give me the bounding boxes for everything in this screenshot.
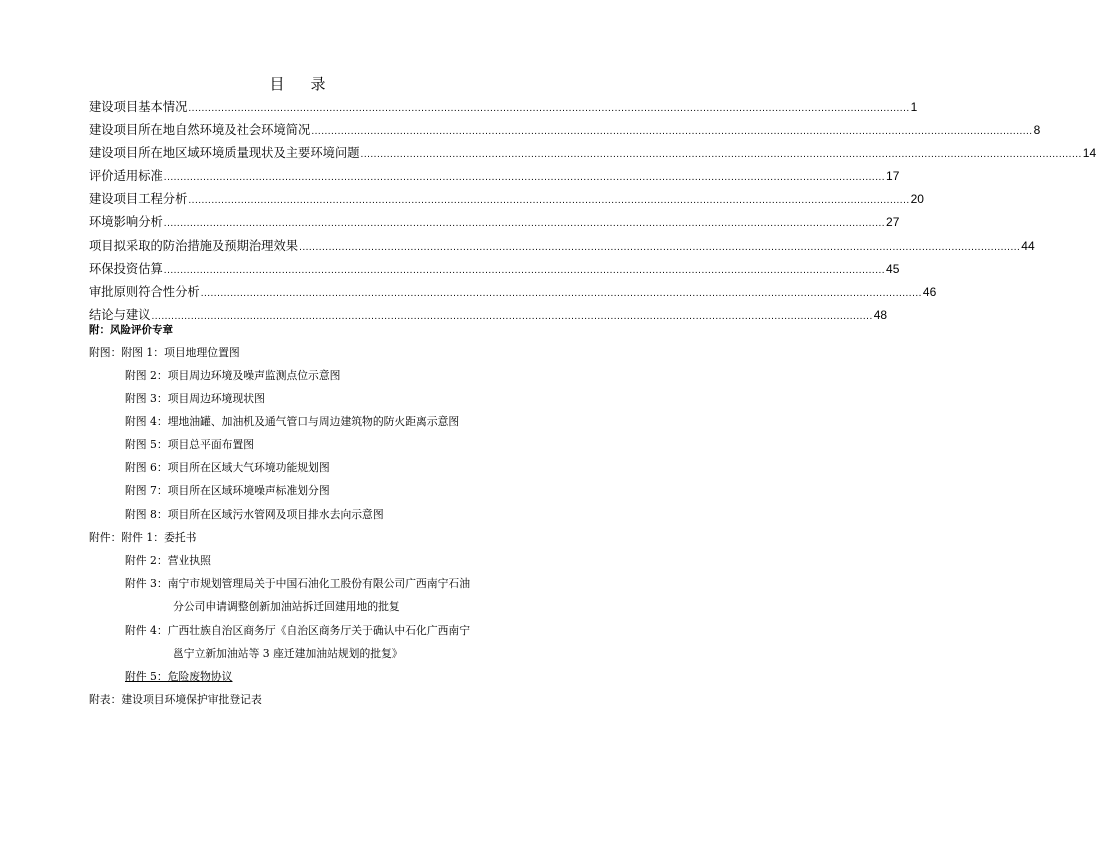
figure-item-4: 附图 4：埋地油罐、加油机及通气管口与周边建筑物的防火距离示意图 <box>125 415 460 428</box>
attachment-item-1: 附件：附件 1：委托书 <box>89 531 197 544</box>
toc-leader-dots: ............................................................................................................................................................................................................................ <box>299 241 1021 253</box>
figure-item-6: 附图 6：项目所在区域大气环境功能规划图 <box>125 461 330 474</box>
table-of-contents <box>89 96 1096 327</box>
toc-entry[interactable] <box>89 211 900 234</box>
toc-entry-label: 建设项目工程分析 <box>89 192 188 207</box>
attachment-item-3 <box>125 576 470 592</box>
appendix-table-item: 附表：建设项目环境保护审批登记表 <box>89 693 262 706</box>
toc-leader-dots: ............................................................................................................................................................................................................................ <box>311 126 1033 138</box>
toc-entry-label: 环保投资估算 <box>89 261 163 276</box>
toc-entry[interactable] <box>89 281 937 304</box>
attachment-item-5: 附件 5：危险废物协议 <box>125 670 233 683</box>
toc-entry[interactable] <box>89 96 918 119</box>
attachment-item-3-line2: 分公司申请调整创新加油站拆迁回建用地的批复 <box>173 600 400 613</box>
toc-entry-page: 44 <box>1021 238 1035 253</box>
toc-leader-dots: ............................................................................................................................................................................................................................ <box>188 195 910 207</box>
attachment-item-4-line1: 附件 4：广西壮族自治区商务厅《自治区商务厅关于确认中石化广西南宁 <box>125 624 471 637</box>
figure-item-2: 附图 2：项目周边环境及噪声监测点位示意图 <box>125 369 341 382</box>
toc-entry-page: 20 <box>910 192 924 207</box>
toc-leader-dots: ............................................................................................................................................................................................................................ <box>200 287 922 299</box>
toc-entry[interactable] <box>89 235 1035 258</box>
toc-entry-page: 46 <box>922 284 937 299</box>
toc-entry-page: 17 <box>886 169 900 184</box>
toc-entry-label: 建设项目所在地自然环境及社会环境简况 <box>89 123 311 138</box>
toc-leader-dots: ............................................................................................................................................................................................................................ <box>163 172 886 184</box>
title-right: 录 <box>310 75 326 93</box>
toc-entry-page: 48 <box>873 307 888 322</box>
toc-entry-page: 14 <box>1082 146 1096 161</box>
figure-item-3: 附图 3：项目周边环境现状图 <box>125 392 265 405</box>
toc-entry-label: 建设项目基本情况 <box>89 100 188 114</box>
attachment-item-2: 附件 2：营业执照 <box>125 554 211 567</box>
toc-entry-page: 1 <box>910 100 918 114</box>
attachment-item-4-line2: 邕宁立新加油站等 3 座迁建加油站规划的批复》 <box>173 647 403 660</box>
title-left: 目 <box>269 75 285 93</box>
figure-item-1: 附图：附图 1：项目地理位置图 <box>89 346 240 359</box>
toc-entry-label: 项目拟采取的防治措施及预期治理效果 <box>89 238 299 253</box>
toc-entry[interactable] <box>89 188 924 211</box>
toc-leader-dots: ............................................................................................................................................................................................................................ <box>188 103 910 114</box>
toc-entry-label: 评价适用标准 <box>89 169 163 184</box>
figure-item-5: 附图 5：项目总平面布置图 <box>125 438 255 451</box>
attachment-item-3-line1: 附件 3：南宁市规划管理局关于中国石油化工股份有限公司广西南宁石油 <box>125 577 471 590</box>
toc-leader-dots: ............................................................................................................................................................................................................................ <box>163 264 886 276</box>
figure-item-7: 附图 7：项目所在区域环境噪声标准划分图 <box>125 484 330 497</box>
toc-entry-label: 审批原则符合性分析 <box>89 284 200 299</box>
toc-entry-label: 建设项目所在地区域环境质量现状及主要环境问题 <box>89 146 360 161</box>
toc-entry[interactable] <box>89 119 1041 142</box>
risk-chapter-note: 附：风险评价专章 <box>89 324 173 336</box>
toc-entry[interactable] <box>89 142 1096 165</box>
attachment-item-4 <box>125 623 470 639</box>
toc-leader-dots: ............................................................................................................................................................................................................................ <box>151 310 873 322</box>
toc-entry-page: 8 <box>1033 123 1041 138</box>
page-title <box>0 73 595 94</box>
toc-entry-page: 27 <box>886 215 900 230</box>
figure-item-8: 附图 8：项目所在区域污水管网及项目排水去向示意图 <box>125 508 384 521</box>
toc-entry[interactable] <box>89 258 900 281</box>
toc-leader-dots: ............................................................................................................................................................................................................................ <box>360 149 1082 161</box>
toc-entry-label: 环境影响分析 <box>89 215 163 230</box>
toc-entry-page: 45 <box>886 261 900 276</box>
toc-entry[interactable] <box>89 165 900 188</box>
toc-entry-label: 结论与建议 <box>89 307 151 322</box>
toc-leader-dots: ............................................................................................................................................................................................................................ <box>163 218 886 230</box>
